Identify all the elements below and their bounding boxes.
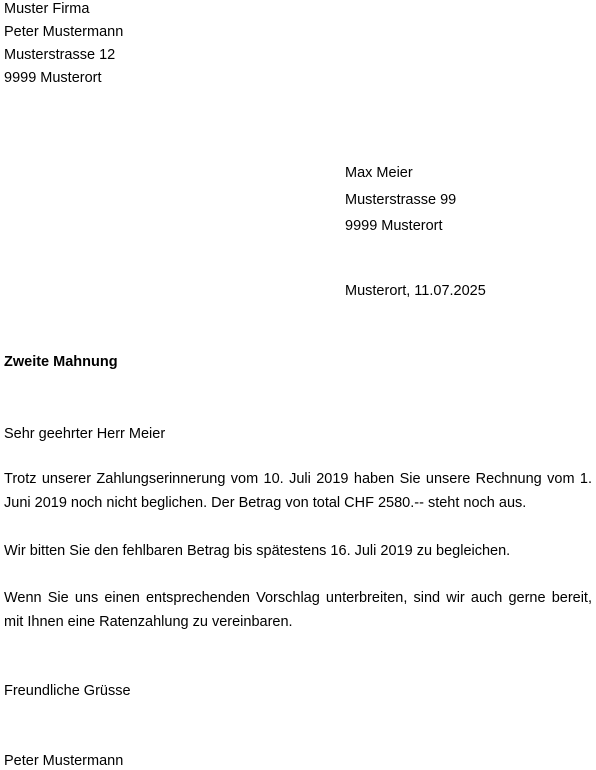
recipient-city: 9999 Musterort [345,218,443,234]
paragraph-3: Wenn Sie uns einen entsprechenden Vorschlag unterbreiten, sind wir auch gerne bereit, mit Ihnen eine Ratenzahlung zu vereinbaren. [4,590,592,630]
letter-subject: Zweite Mahnung [4,354,118,370]
place-date: Musterort, 11.07.2025 [345,283,486,299]
paragraph-2: Wir bitten Sie den fehlbaren Betrag bis spätestens 16. Juli 2019 zu begleichen. [4,543,511,559]
paragraph-1: Trotz unserer Zahlungserinnerung vom 10. Juli 2019 haben Sie unsere Rechnung vom 1. Juni 2019 noch nicht beglichen. Der Betrag von total CHF 2580.-- steht noch aus. [4,471,592,511]
sender-name: Peter Mustermann [4,24,124,40]
recipient-name: Max Meier [345,165,413,181]
signature-name: Peter Mustermann [4,753,124,769]
recipient-street: Musterstrasse 99 [345,192,457,208]
sender-city: 9999 Musterort [4,70,102,86]
sender-company: Muster Firma [4,1,90,17]
sender-street: Musterstrasse 12 [4,47,116,63]
salutation: Sehr geehrter Herr Meier [4,426,166,442]
closing: Freundliche Grüsse [4,683,131,699]
